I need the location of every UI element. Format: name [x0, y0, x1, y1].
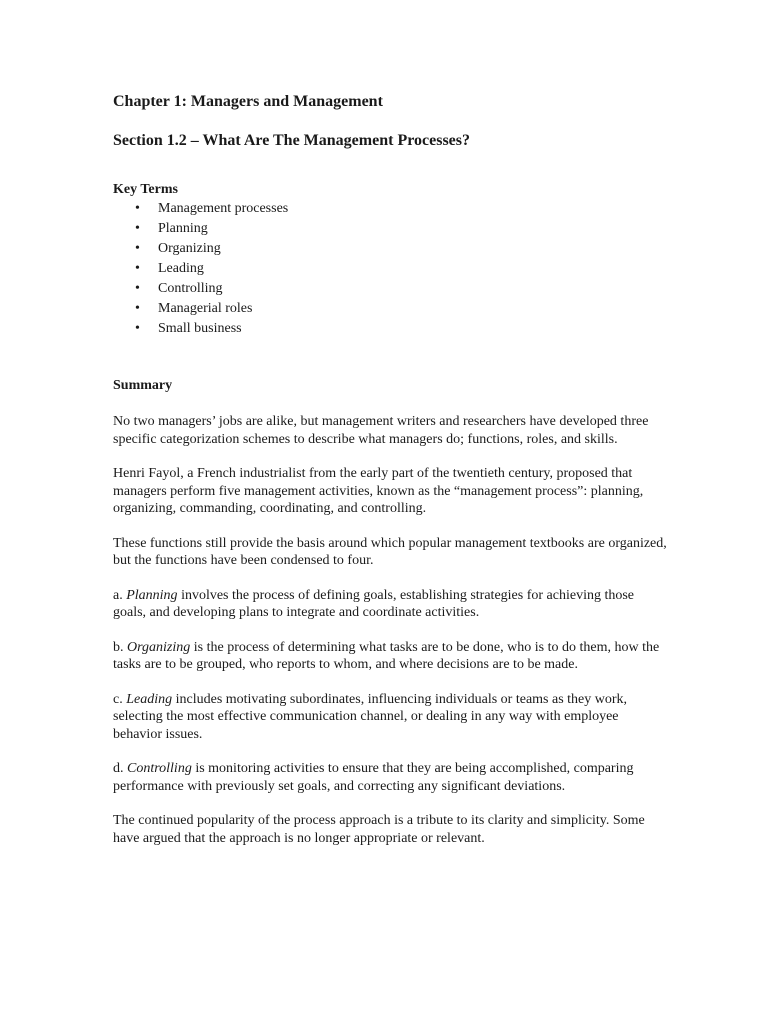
key-terms-list — [113, 199, 668, 339]
key-term-text: Organizing — [158, 241, 221, 256]
list-item — [135, 199, 668, 219]
summary-heading: Summary — [113, 378, 173, 393]
term-leading: Leading — [126, 691, 173, 707]
summary-paragraph-3: These functions still provide the basis around which popular management textbooks are organized, but the functions have been condensed to four. — [113, 535, 667, 568]
bullet-icon: • — [135, 281, 140, 296]
bullet-icon: • — [135, 261, 140, 276]
item-text: includes motivating subordinates, influencing individuals or teams as they work, selecting the most effective communication channel, or dealing in any way with employee behavior issues. — [113, 691, 628, 742]
chapter-title: Chapter 1: Managers and Management — [113, 93, 383, 110]
item-text: is the process of determining what tasks are to be done, who is to do them, how the tasks are to be grouped, who reports to whom, and where decisions are to be made. — [113, 639, 660, 672]
bullet-icon: • — [135, 321, 140, 336]
item-prefix: b. — [113, 639, 127, 655]
key-term-text: Planning — [158, 221, 208, 236]
function-planning-paragraph — [113, 587, 668, 622]
list-item — [135, 239, 668, 259]
item-text: involves the process of defining goals, establishing strategies for achieving those goals, and developing plans to integrate and coordinate activities. — [113, 587, 635, 620]
summary-paragraph-last: The continued popularity of the process approach is a tribute to its clarity and simplicity. Some have argued that the approach is no longer appropriate or relevant. — [113, 813, 645, 846]
key-term-text: Management processes — [158, 201, 289, 216]
list-item — [135, 259, 668, 279]
term-organizing: Organizing — [127, 639, 191, 655]
list-item — [135, 319, 668, 339]
function-organizing-paragraph — [113, 639, 668, 674]
function-leading-paragraph — [113, 691, 668, 744]
item-prefix: c. — [113, 691, 127, 707]
item-prefix: d. — [113, 761, 127, 776]
bullet-icon: • — [135, 221, 140, 236]
bullet-icon: • — [135, 241, 140, 256]
term-planning: Planning — [126, 587, 178, 603]
key-term-text: Managerial roles — [158, 301, 253, 316]
function-controlling-paragraph — [113, 760, 668, 795]
summary-paragraph-2: Henri Fayol, a French industrialist from the early part of the twentieth century, proposed that managers perform five management activities, known as the “management process”: planning, organizing, commanding, coordinating, and controlling. — [113, 466, 644, 516]
item-prefix: a. — [113, 587, 127, 603]
key-terms-heading: Key Terms — [113, 182, 178, 197]
item-text: is monitoring activities to ensure that they are being accomplished, comparing performance with previously set goals, and correcting any significant deviations. — [113, 761, 634, 794]
bullet-icon: • — [135, 301, 140, 316]
list-item — [135, 279, 668, 299]
summary-paragraph-1: No two managers’ jobs are alike, but management writers and researchers have developed three specific categorization schemes to describe what managers do; functions, roles, and skills. — [113, 414, 649, 447]
bullet-icon: • — [135, 201, 140, 216]
list-item — [135, 299, 668, 319]
list-item — [135, 219, 668, 239]
key-term-text: Controlling — [158, 281, 223, 296]
term-controlling: Controlling — [127, 761, 192, 776]
key-term-text: Leading — [158, 261, 204, 276]
section-title: Section 1.2 – What Are The Management Processes? — [113, 132, 471, 149]
key-term-text: Small business — [158, 321, 242, 336]
